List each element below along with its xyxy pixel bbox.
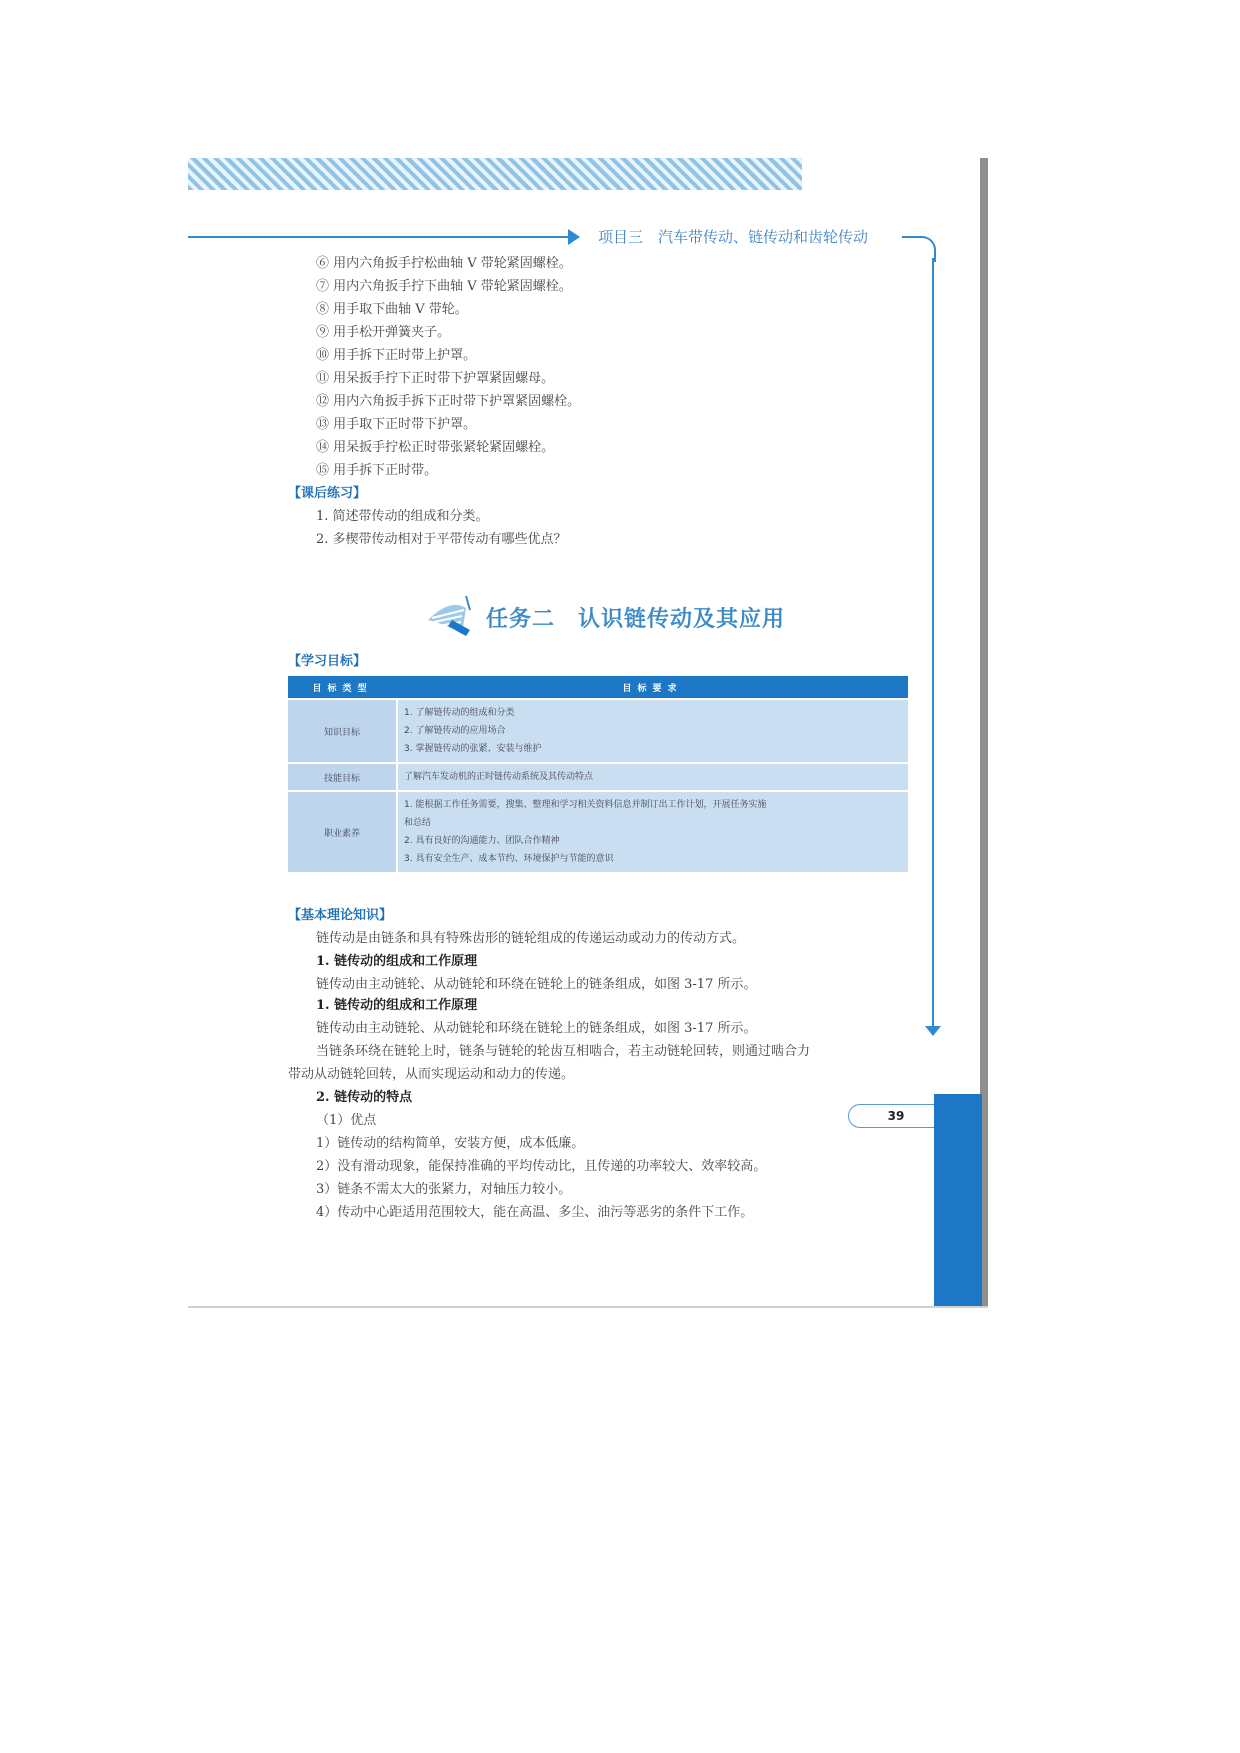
requirement-item: 3. 掌握链传动的张紧、安装与维护 [404, 744, 542, 754]
step-item: ⑪ 用呆扳手拧下正时带下护罩紧固螺母。 [316, 371, 555, 386]
list-item: 2）没有滑动现象，能保持准确的平均传动比，且传递的功率较大、效率较高。 [316, 1159, 767, 1174]
subheading: （1）优点 [316, 1113, 377, 1128]
exercises-heading: 【课后练习】 [288, 486, 367, 501]
exercise-item: 1. 简述带传动的组成和分类。 [316, 509, 489, 524]
section-heading: 2. 链传动的特点 [316, 1090, 413, 1105]
paragraph: 链传动由主动链轮、从动链轮和环绕在链轮上的链条组成，如图 3-17 所示。 [316, 1021, 757, 1036]
header-hatch-band [188, 158, 802, 190]
page-number: 39 [848, 1104, 943, 1128]
step-item: ⑧ 用手取下曲轴 V 带轮。 [316, 302, 468, 317]
section-heading: 1. 链传动的组成和工作原理 [316, 998, 478, 1013]
requirement-item: 2. 具有良好的沟通能力、团队合作精神 [404, 836, 560, 846]
down-arrow-icon [925, 1026, 941, 1036]
page-corner-block [934, 1094, 982, 1306]
list-item: 3）链条不需太大的张紧力，对轴压力较小。 [316, 1182, 572, 1197]
step-item: ⑦ 用内六角扳手拧下曲轴 V 带轮紧固螺栓。 [316, 279, 572, 294]
objective-requirements [397, 791, 908, 872]
step-item: ⑮ 用手拆下正时带。 [316, 463, 438, 478]
theory-intro: 链传动是由链条和具有特殊齿形的链轮组成的传递运动或动力的传动方式。 [316, 931, 746, 946]
running-header-title: 项目三 汽车带传动、链传动和齿轮传动 [598, 228, 869, 246]
paragraph: 当链条环绕在链轮上时，链条与链轮的轮齿互相啮合，若主动链轮回转，则通过啮合力 [316, 1044, 811, 1059]
column-header-type: 目标类型 [288, 676, 397, 699]
requirement-item: 和总结 [404, 818, 432, 828]
requirement-item: 2. 了解链传动的应用场合 [404, 726, 506, 736]
header-corner-line [902, 236, 936, 262]
table-row [288, 763, 908, 791]
table-row [288, 699, 908, 763]
step-item: ⑬ 用手取下正时带下护罩。 [316, 417, 477, 432]
requirement-item: 1. 了解链传动的组成和分类 [404, 708, 515, 718]
paragraph: 链传动由主动链轮、从动链轮和环绕在链轮上的链条组成，如图 3-17 所示。 [316, 977, 757, 992]
step-item: ⑩ 用手拆下正时带上护罩。 [316, 348, 477, 363]
column-header-requirement: 目标要求 [397, 676, 908, 699]
objectives-heading: 【学习目标】 [288, 654, 367, 669]
objective-type: 职业素养 [288, 791, 397, 872]
objective-requirements [397, 763, 908, 791]
fan-book-icon [422, 590, 478, 646]
table-header-row [288, 676, 908, 699]
requirement-item: 3. 具有安全生产、成本节约、环境保护与节能的意识 [404, 854, 614, 864]
task-title: 任务二 认识链传动及其应用 [486, 607, 786, 632]
objectives-table [288, 676, 908, 872]
list-item: 1）链传动的结构简单，安装方便，成本低廉。 [316, 1136, 585, 1151]
exercise-item: 2. 多楔带传动相对于平带传动有哪些优点？ [316, 532, 567, 547]
step-item: ⑥ 用内六角扳手拧松曲轴 V 带轮紧固螺栓。 [316, 256, 572, 271]
step-item: ⑨ 用手松开弹簧夹子。 [316, 325, 451, 340]
theory-heading: 【基本理论知识】 [288, 908, 393, 923]
step-item: ⑭ 用呆扳手拧松正时带张紧轮紧固螺栓。 [316, 440, 555, 455]
objective-requirements [397, 699, 908, 763]
objective-type: 知识目标 [288, 699, 397, 763]
book-page [188, 158, 988, 1308]
step-item: ⑫ 用内六角扳手拆下正时带下护罩紧固螺栓。 [316, 394, 581, 409]
requirement-item: 了解汽车发动机的正时链传动系统及其传动特点 [404, 772, 594, 782]
table-row [288, 791, 908, 872]
objective-type: 技能目标 [288, 763, 397, 791]
margin-guide-line [932, 258, 934, 1028]
header-rule [188, 236, 570, 238]
section-heading: 1. 链传动的组成和工作原理 [316, 954, 478, 969]
requirement-item: 1. 能根据工作任务需要，搜集、整理和学习相关资料信息并制订出工作计划，开展任务实施 [404, 800, 767, 810]
paragraph: 带动从动链轮回转，从而实现运动和动力的传递。 [288, 1067, 575, 1082]
list-item: 4）传动中心距适用范围较大，能在高温、多尘、油污等恶劣的条件下工作。 [316, 1205, 754, 1220]
header-arrow-icon [568, 229, 580, 245]
